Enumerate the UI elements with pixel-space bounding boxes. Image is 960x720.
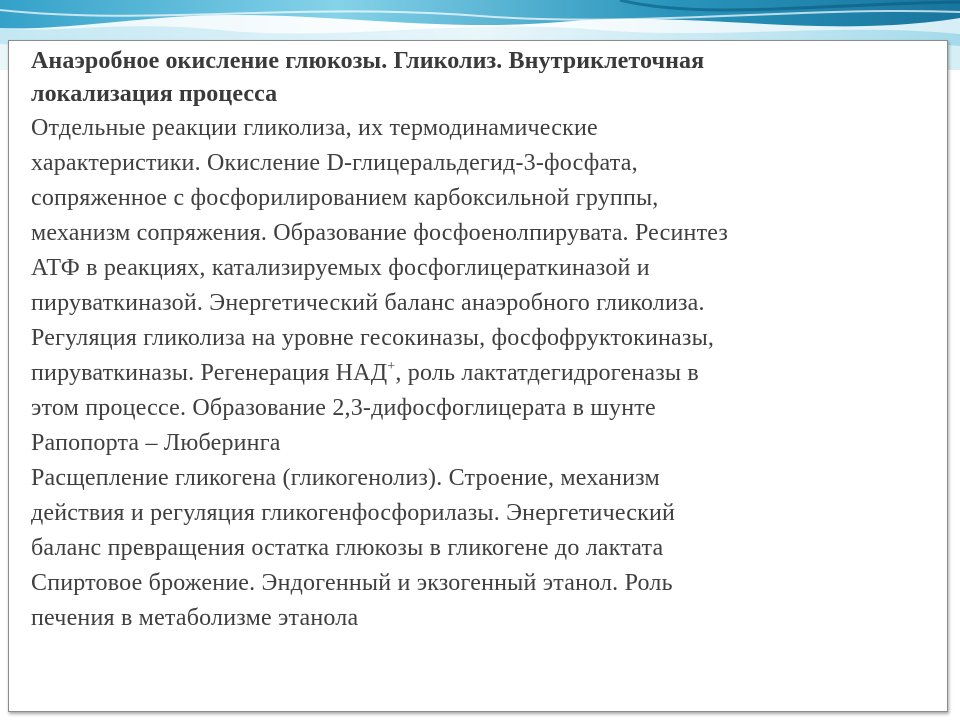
text-line: пируваткиназой. Энергетический баланс анаэробного гликолиза. bbox=[31, 290, 705, 316]
slide-heading bbox=[31, 45, 943, 111]
text-line: Расщепление гликогена (гликогенолиз). Строение, механизм bbox=[31, 465, 660, 491]
text-fragment: , роль лактатдегидрогеназы в bbox=[395, 360, 699, 386]
text-line: механизм сопряжения. Образование фосфоенолпирувата. Ресинтез bbox=[31, 220, 729, 246]
text-line: Спиртовое брожение. Эндогенный и экзогенный этанол. Роль bbox=[31, 570, 673, 596]
heading-line: Анаэробное окисление глюкозы. Гликолиз. Внутриклеточная bbox=[31, 48, 705, 74]
paragraph-glycolysis bbox=[31, 111, 943, 461]
text-line: этом процессе. Образование 2,3-дифосфоглицерата в шунте bbox=[31, 395, 656, 421]
text-line: Регуляция гликолиза на уровне гесокиназы, фосфофруктокиназы, bbox=[31, 325, 715, 351]
slide-text bbox=[31, 45, 943, 636]
superscript-plus: + bbox=[387, 359, 396, 374]
heading-line: локализация процесса bbox=[31, 81, 278, 107]
text-line: печения в метаболизме этанола bbox=[31, 605, 359, 631]
text-line: характеристики. Окисление D-глицеральдегид-3-фосфата, bbox=[31, 150, 638, 176]
paragraph-glycogenolysis bbox=[31, 461, 943, 636]
text-line: действия и регуляция гликогенфосфорилазы. Энергетический bbox=[31, 500, 676, 526]
text-line: баланс превращения остатка глюкозы в гликогене до лактата bbox=[31, 535, 664, 561]
text-line: Отдельные реакции гликолиза, их термодинамические bbox=[31, 115, 598, 141]
text-line bbox=[31, 356, 943, 391]
text-line: Рапопорта – Люберинга bbox=[31, 430, 281, 456]
text-line: сопряженное с фосфорилированием карбоксильной группы, bbox=[31, 185, 659, 211]
content-panel bbox=[8, 40, 948, 712]
text-line: АТФ в реакциях, катализируемых фосфоглицераткиназой и bbox=[31, 255, 650, 281]
text-fragment: пируваткиназы. Регенерация НАД bbox=[31, 360, 388, 386]
